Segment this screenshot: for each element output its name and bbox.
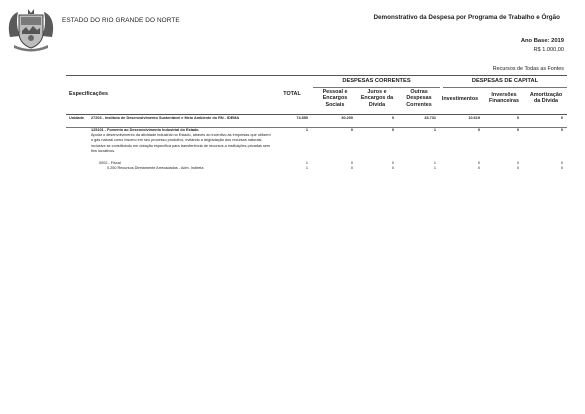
col-amortization: Amortização da Dívida xyxy=(529,92,563,105)
unit-personnel: 30.200 xyxy=(341,116,353,120)
group-current-expenses: DESPESAS CORRENTES xyxy=(342,78,411,84)
sub2-amortization: 0 xyxy=(560,166,563,170)
sub1-interest: 0 xyxy=(391,161,394,165)
header-bottom-rule xyxy=(66,114,567,115)
sub-row-fiscal: 0002 - Fiscal xyxy=(99,161,121,165)
unit-amortization: 0 xyxy=(560,116,563,120)
col-investments: Investimentos xyxy=(441,96,479,102)
funding-sources: Recursos de Todas as Fontes xyxy=(492,66,564,72)
document-title: Demonstrativo da Despesa por Programa de Trabalho e Órgão xyxy=(373,14,560,21)
program-other-current: 1 xyxy=(433,128,436,132)
table-top-rule xyxy=(66,75,567,76)
program-name: 125101 - Fomento ao Desenvolvimento Industrial do Estado xyxy=(91,128,199,132)
sub1-total: 1 xyxy=(305,161,308,165)
sub-row-resources: 0.250 Recursos Diretamente Arrecadados - Adm. Indireta xyxy=(107,166,204,170)
sub2-investments: 0 xyxy=(477,166,480,170)
sub1-financial: 0 xyxy=(516,161,519,165)
sub2-other-current: 1 xyxy=(433,166,436,170)
program-amortization: 0 xyxy=(560,128,563,132)
state-coat-of-arms-icon xyxy=(6,7,56,53)
col-total: TOTAL xyxy=(283,91,301,97)
sub2-interest: 0 xyxy=(391,166,394,170)
program-total: 1 xyxy=(305,128,308,132)
col-financial: Inversões Financeiras xyxy=(489,92,519,105)
sub1-investments: 0 xyxy=(477,161,480,165)
program-personnel: 0 xyxy=(350,128,353,132)
sub2-financial: 0 xyxy=(516,166,519,170)
unit-total: 74.550 xyxy=(296,116,308,120)
unit-investments: 10.619 xyxy=(468,116,480,120)
sub2-personnel: 0 xyxy=(350,166,353,170)
base-year: Ano Base: 2019 xyxy=(520,38,564,44)
state-name: ESTADO DO RIO GRANDE DO NORTE xyxy=(62,17,180,24)
capital-group-rule xyxy=(443,87,567,88)
unit-financial: 0 xyxy=(516,116,519,120)
col-other-current: Outras Despesas Correntes xyxy=(406,89,432,108)
current-group-rule xyxy=(313,87,440,88)
unit-row-label: Unidade xyxy=(69,116,84,120)
unit-row-name: 27203 - Instituto de Desenvolvimento Sustentável e Meio Ambiente do RN - IDEMA xyxy=(91,116,240,120)
program-investments: 0 xyxy=(477,128,480,132)
sub1-personnel: 0 xyxy=(350,161,353,165)
program-interest: 0 xyxy=(391,128,394,132)
unit-interest: 0 xyxy=(391,116,394,120)
sub1-amortization: 0 xyxy=(560,161,563,165)
col-personnel: Pessoal e Encargos Sociais xyxy=(322,89,348,108)
sub2-total: 1 xyxy=(305,166,308,170)
program-description: Apoiar o desenvolvimento da atividade industrial no Estado, através do incentivo às empresas que utilizem o gás natural como insumo em seu processo produtivo, evitando a degradação dos recursos naturais, inclusive se constituindo em dotação específica para transferência de recursos a instituições privadas sem fins lucrativos. xyxy=(91,133,271,153)
col-specifications: Especificações xyxy=(69,91,108,97)
group-capital-expenses: DESPESAS DE CAPITAL xyxy=(471,78,539,84)
sub1-other-current: 1 xyxy=(433,161,436,165)
currency-unit: R$ 1.000,00 xyxy=(533,47,564,53)
unit-other-current: 33.731 xyxy=(424,116,436,120)
program-financial: 0 xyxy=(516,128,519,132)
col-interest: Juros e Encargos da Dívida xyxy=(360,89,394,108)
